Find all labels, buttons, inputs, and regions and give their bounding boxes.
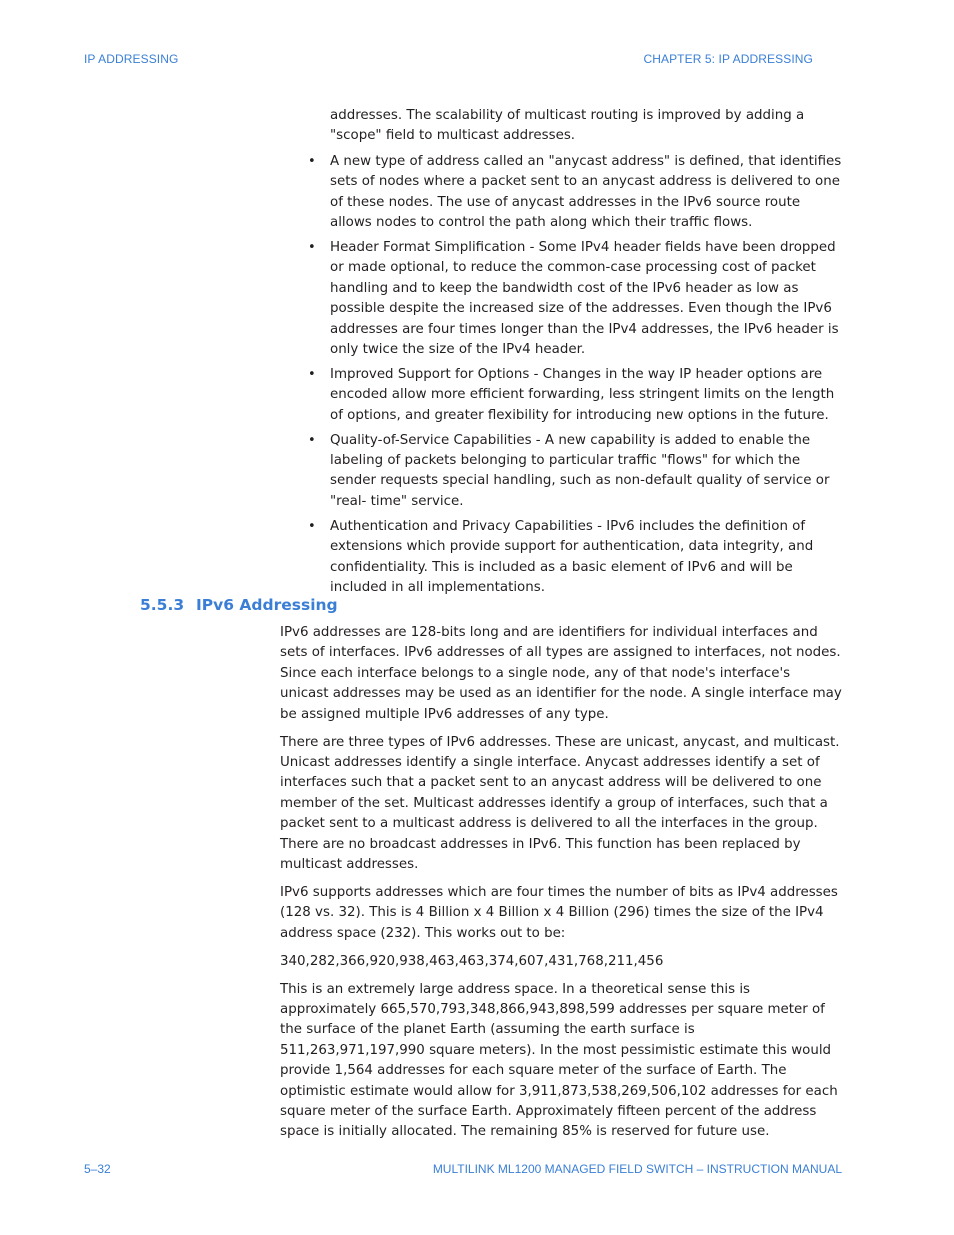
running-footer-title: MULTILINK ML1200 MANAGED FIELD SWITCH – INSTRUCTION MANUAL (432, 1162, 842, 1176)
bullet-item (308, 517, 842, 599)
bullet-dot-icon: • (308, 432, 316, 448)
bullet-dot-icon: • (308, 518, 316, 534)
body-paragraph: IPv6 supports addresses which are four times the number of bits as IPv4 addresses (128 vs. 32). This is 4 Billion x 4 Billion x 4 Billion (296) times the size of the IPv4 address space (232). This works out to be: (280, 884, 838, 941)
bullet-text: A new type of address called an "anycast address" is defined, that identifies sets of nodes where a packet sent to an anycast address is delivered to one of these nodes. The use of anycast addresses in the IPv6 source route allows nodes to control the path along which their traffic flows. (330, 153, 842, 231)
section-body (280, 623, 842, 1150)
bullet-dot-icon: • (308, 366, 316, 382)
bullet-item (308, 431, 842, 513)
bullet-dot-icon: • (308, 239, 316, 255)
bullet-text: Improved Support for Options - Changes in the way IP header options are encoded allow more efficient forwarding, less stringent limits on the length of options, and greater flexibility for introducing new options in the future. (330, 366, 835, 423)
running-header-left: IP ADDRESSING (84, 52, 179, 66)
body-paragraph: There are three types of IPv6 addresses. These are unicast, anycast, and multicast. Unicast addresses identify a single interface. Anycast addresses identify a set of interfaces such that a packet sent to an anycast address will be delivered to one member of the set. Multicast addresses identify a group of interfaces, such that a packet sent to a multicast address is delivered to all the interfaces in the group. There are no broadcast addresses in IPv6. This function has been replaced by multicast addresses. (280, 734, 840, 872)
bullet-text: Quality-of-Service Capabilities - A new capability is added to enable the labeling of packets belonging to particular traffic "flows" for which the sender requests special handling, such as non-default quality of service or "real- time" service. (330, 432, 830, 509)
bullet-dot-icon: • (308, 153, 316, 169)
section-number: 5.5.3 (140, 596, 185, 614)
feature-bullet-list (308, 106, 842, 603)
bullet-item (308, 238, 842, 360)
bullet-text: Authentication and Privacy Capabilities - IPv6 includes the definition of extensions which provide support for authentication, data integrity, and confidentiality. This is included as a basic element of IPv6 and will be included in all implementations. (330, 518, 814, 595)
bullet-item (308, 152, 842, 234)
running-header-right: CHAPTER 5: IP ADDRESSING (643, 52, 813, 66)
page-number: 5–32 (84, 1162, 111, 1176)
bullet-item (308, 365, 842, 426)
continued-bullet-text: addresses. The scalability of multicast routing is improved by adding a "scope" field to multicast addresses. (330, 108, 805, 144)
section-heading (140, 596, 338, 614)
body-paragraph: This is an extremely large address space. In a theoretical sense this is approximately 665,570,793,348,866,943,898,599 addresses per square meter of the surface of the planet Earth (assuming the earth surface is 511,263,971,197,990 square meters). In the most pessimistic estimate this would provide 1,564 addresses for each square meter of the surface of Earth. The optimistic estimate would allow for 3,911,873,538,269,506,102 addresses for each square meter of the surface Earth. Approximately fifteen percent of the address space is initially allocated. The remaining 85% is reserved for future use. (280, 981, 838, 1140)
address-count-value: 340,282,366,920,938,463,463,374,607,431,768,211,456 (280, 953, 664, 969)
bullet-text: Header Format Simplification - Some IPv4 header fields have been dropped or made optional, to reduce the common-case processing cost of packet handling and to keep the bandwidth cost of the IPv6 header as low as possible despite the increased size of the addresses. Even though the IPv6 addresses are four times longer than the IPv4 addresses, the IPv6 header is only twice the size of the IPv4 header. (330, 239, 839, 357)
section-title: IPv6 Addressing (196, 596, 338, 614)
body-paragraph: IPv6 addresses are 128-bits long and are identifiers for individual interfaces and sets of interfaces. IPv6 addresses of all types are assigned to interfaces, not nodes. Since each interface belongs to a single node, any of that node's interface's unicast addresses may be used as an identifier for the node. A single interface may be assigned multiple IPv6 addresses of any type. (280, 625, 842, 722)
